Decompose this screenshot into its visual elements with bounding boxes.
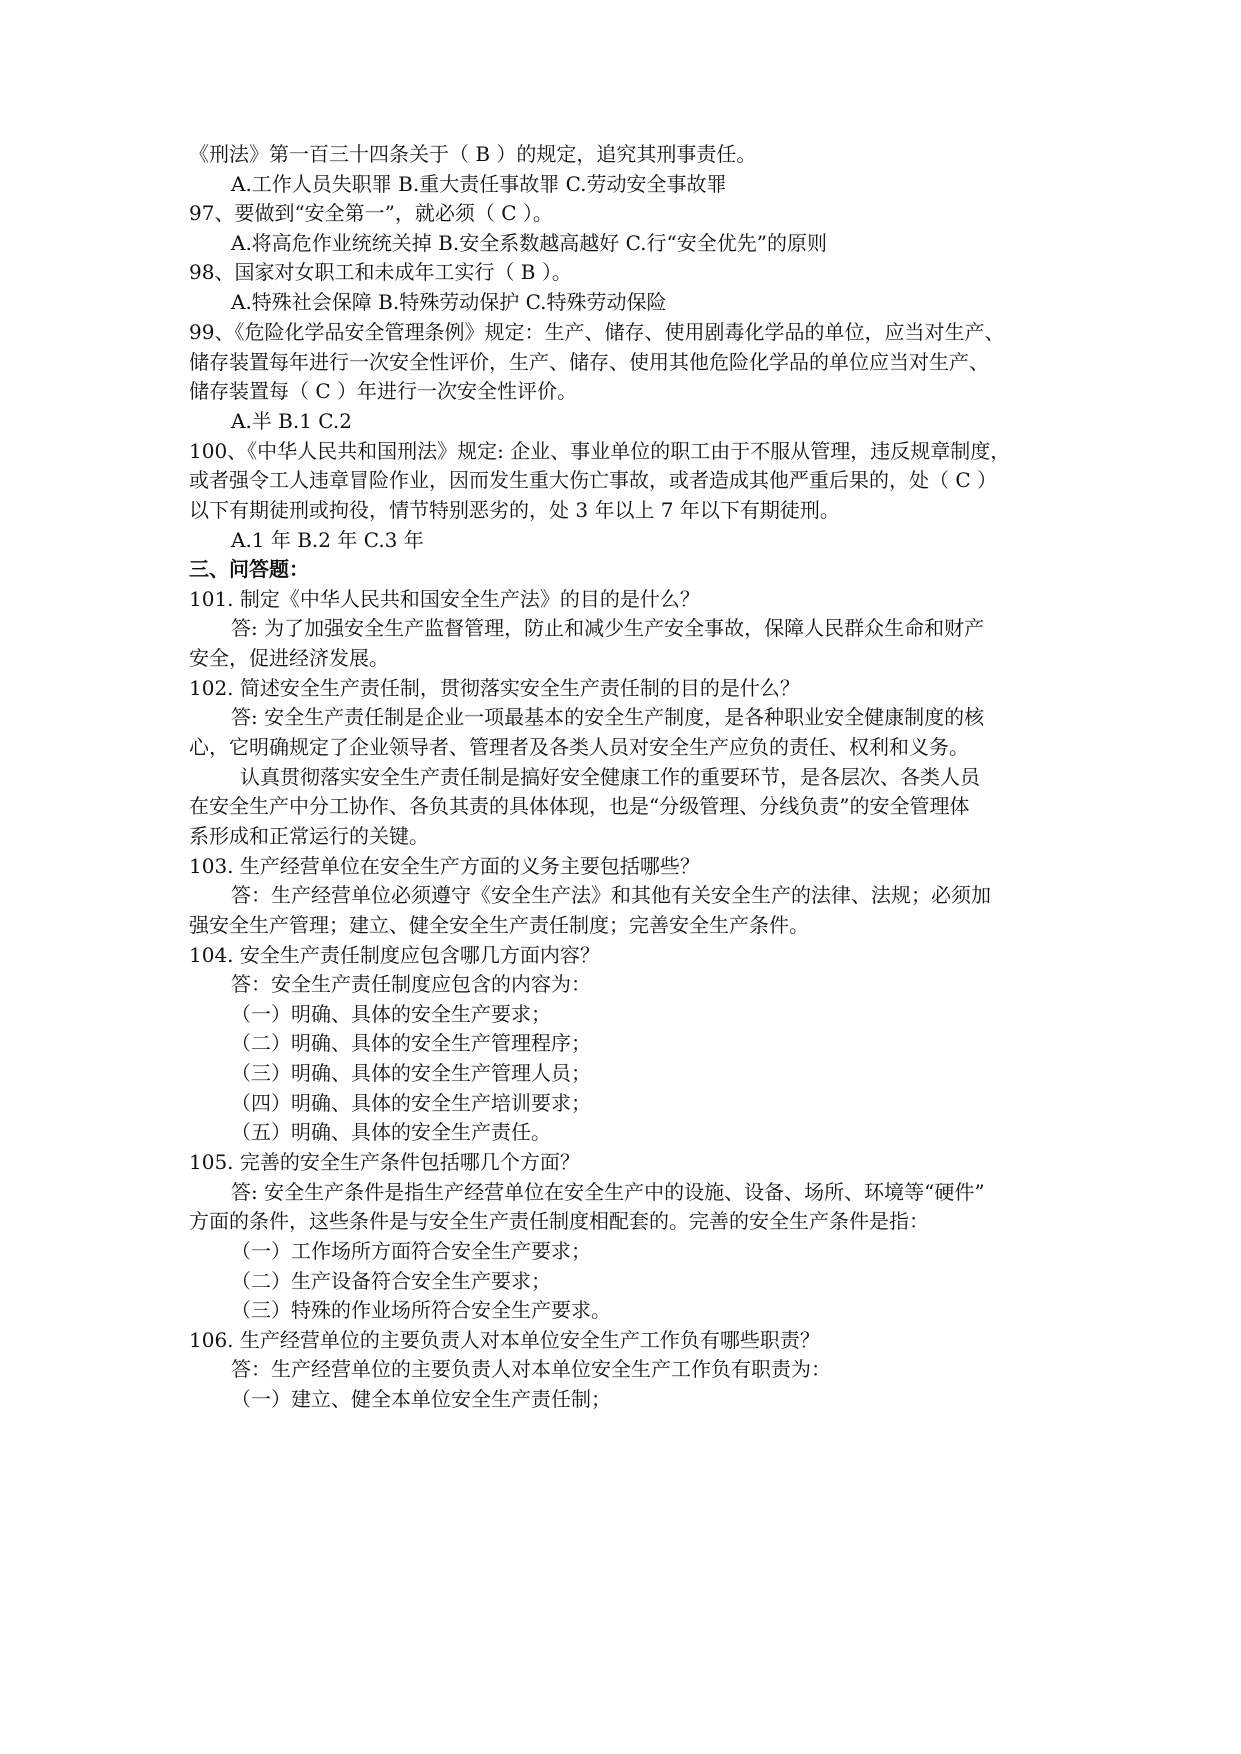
question-title: 106. 生产经营单位的主要负责人对本单位安全生产工作负有哪些职责？: [189, 1328, 820, 1352]
list-item: （三）明确、具体的安全生产管理人员；: [231, 1061, 591, 1085]
list-item: （一）工作场所方面符合安全生产要求；: [231, 1239, 591, 1263]
answer-line: 答: 安全生产责任制是企业一项最基本的安全生产制度，是各种职业安全健康制度的核: [231, 705, 985, 729]
answer-line: 答: 为了加强安全生产监督管理，防止和减少生产安全事故，保障人民群众生命和财产: [231, 616, 985, 640]
text-line: 97、要做到“安全第一”，就必须（ C ）。: [189, 201, 553, 225]
list-item: （一）建立、健全本单位安全生产责任制；: [231, 1387, 611, 1411]
text-line: 或者强令工人违章冒险作业，因而发生重大伤亡事故，或者造成其他严重后果的，处（ C ）: [189, 468, 998, 492]
text-line: 98、国家对女职工和未成年工实行（ B ）。: [189, 260, 572, 284]
answer-line: 强安全生产管理；建立、健全安全生产责任制度；完善安全生产条件。: [189, 913, 809, 937]
question-title: 105. 完善的安全生产条件包括哪几个方面？: [189, 1150, 580, 1174]
answer-line: 安全，促进经济发展。: [189, 646, 389, 670]
answer-line: 答: 安全生产条件是指生产经营单位在安全生产中的设施、设备、场所、环境等“硬件”: [231, 1180, 985, 1204]
answer-line: 心，它明确规定了企业领导者、管理者及各类人员对安全生产应负的责任、权利和义务。: [189, 735, 969, 759]
list-item: （五）明确、具体的安全生产责任。: [231, 1120, 551, 1144]
text-line: 以下有期徒刑或拘役，情节特别恶劣的，处 3 年以上 7 年以下有期徒刑。: [189, 498, 840, 522]
answer-line: 在安全生产中分工协作、各负其责的具体体现，也是“分级管理、分线负责”的安全管理体: [189, 794, 970, 818]
list-item: （三）特殊的作业场所符合安全生产要求。: [231, 1298, 611, 1322]
text-line: A.将高危作业统统关掉 B.安全系数越高越好 C.行“安全优先”的原则: [231, 231, 827, 255]
question-title: 104. 安全生产责任制度应包含哪几方面内容？: [189, 943, 600, 967]
list-item: （四）明确、具体的安全生产培训要求；: [231, 1091, 591, 1115]
text-line: 储存装置每年进行一次安全性评价，生产、储存、使用其他危险化学品的单位应当对生产、: [189, 350, 989, 374]
text-line: A.工作人员失职罪 B.重大责任事故罪 C.劳动安全事故罪: [231, 172, 727, 196]
question-title: 101. 制定《中华人民共和国安全生产法》的目的是什么？: [189, 587, 700, 611]
list-item: （二）明确、具体的安全生产管理程序；: [231, 1031, 591, 1055]
text-line: A.1 年 B.2 年 C.3 年: [231, 528, 424, 552]
list-item: （一）明确、具体的安全生产要求；: [231, 1002, 551, 1026]
text-line: A.半 B.1 C.2: [231, 409, 352, 433]
question-title: 103. 生产经营单位在安全生产方面的义务主要包括哪些？: [189, 854, 700, 878]
text-line: 99、《危险化学品安全管理条例》规定：生产、储存、使用剧毒化学品的单位，应当对生产、: [189, 320, 1005, 344]
answer-line: 认真贯彻落实安全生产责任制是搞好安全健康工作的重要环节，是各层次、各类人员: [240, 765, 980, 789]
section-heading: 三、问答题：: [189, 557, 309, 581]
answer-line: 方面的条件，这些条件是与安全生产责任制度相配套的。完善的安全生产条件是指：: [189, 1209, 929, 1233]
answer-line: 答：生产经营单位的主要负责人对本单位安全生产工作负有职责为：: [231, 1357, 831, 1381]
answer-line: 答：生产经营单位必须遵守《安全生产法》和其他有关安全生产的法律、法规；必须加: [231, 883, 991, 907]
text-line: A.特殊社会保障 B.特殊劳动保护 C.特殊劳动保险: [231, 290, 667, 314]
text-line: 《刑法》第一百三十四条关于（ B ）的规定，追究其刑事责任。: [189, 142, 757, 166]
answer-line: 答：安全生产责任制度应包含的内容为：: [231, 972, 591, 996]
text-line: 储存装置每（ C ）年进行一次安全性评价。: [189, 379, 578, 403]
question-title: 102. 简述安全生产责任制，贯彻落实安全生产责任制的目的是什么？: [189, 676, 800, 700]
answer-line: 系形成和正常运行的关键。: [189, 824, 429, 848]
list-item: （二）生产设备符合安全生产要求；: [231, 1269, 551, 1293]
text-line: 100、《中华人民共和国刑法》规定: 企业、事业单位的职工由于不服从管理，违反规章制度，: [189, 439, 1011, 463]
